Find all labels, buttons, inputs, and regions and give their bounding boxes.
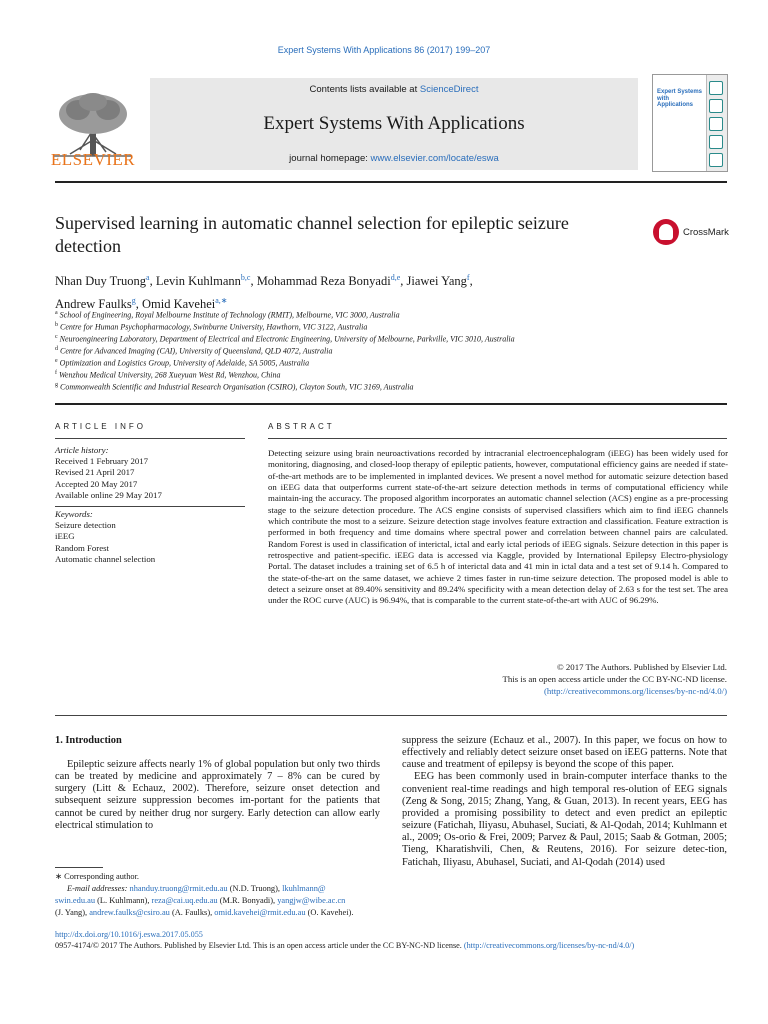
- author-affil-mark[interactable]: a,∗: [215, 296, 228, 306]
- cover-icon: [709, 99, 723, 113]
- cover-icon: [709, 117, 723, 131]
- cover-icon: [709, 81, 723, 95]
- cover-title: Expert Systems with Applications: [657, 89, 703, 108]
- doi-link[interactable]: http://dx.doi.org/10.1016/j.eswa.2017.05.055: [55, 930, 203, 939]
- author-affil-mark[interactable]: b,c: [240, 273, 251, 282]
- history-label: Article history:: [55, 445, 109, 455]
- keyword: Random Forest: [55, 542, 110, 553]
- email-link[interactable]: lkuhlmann@: [282, 884, 326, 893]
- info-divider: [55, 438, 245, 439]
- history-item: Available online 29 May 2017: [55, 489, 162, 500]
- contents-prefix: Contents lists available at: [309, 84, 420, 95]
- section-heading: 1. Introduction: [55, 735, 122, 746]
- author-name[interactable]: Omid Kavehei: [141, 297, 216, 312]
- author-affil-mark[interactable]: g: [131, 296, 136, 306]
- affiliation: $^g$ Commonwealth Scientific and Industrial Research Organisation (CSIRO), Clayton South, VIC 3169, Australia: [55, 382, 414, 392]
- header-rule: [55, 181, 727, 183]
- keyword: iEEG: [55, 531, 75, 542]
- keyword: Seizure detection: [55, 520, 116, 531]
- info-divider: [55, 506, 245, 507]
- crossmark-label[interactable]: CrossMark: [683, 227, 729, 238]
- footer-license-link[interactable]: (http://creativecommons.org/licenses/by-nc-nd/4.0/): [463, 941, 635, 950]
- article-history: [55, 445, 255, 501]
- affiliation: $^d$ Centre for Advanced Imaging (CAI), University of Queensland, QLD 4072, Australia: [55, 346, 333, 356]
- intro-left-column: Epileptic seizure affects nearly 1% of global population but only two thirds can be treated by medicine and approximately 7 – 8% can be cured by surgery (Litt & Echauz, 2002). Therefore, seizure onset detection and subsequent seizure suppression becomes im-portant for the patients that cannot be cured by neither drug nor surgery. Early detection can allow early electrical stimulation to: [55, 759, 381, 831]
- author-name[interactable]: Mohammad Reza Bonyadi: [256, 274, 391, 289]
- history-item: Received 1 February 2017: [55, 456, 149, 467]
- email-line: E-mail addresses: nhanduy.truong@rmit.edu.au (N.D. Truong), lkuhlmann@: [67, 884, 326, 893]
- keyword: Automatic channel selection: [55, 553, 156, 564]
- cover-icon: [709, 153, 723, 167]
- email-link[interactable]: yangjw@wibe.ac.cn: [277, 896, 346, 905]
- keywords-label: Keywords:: [55, 509, 93, 519]
- email-link[interactable]: nhanduy.truong@rmit.edu.au: [129, 884, 228, 893]
- email-link[interactable]: andrew.faulks@csiro.au: [89, 908, 170, 917]
- journal-reference[interactable]: Expert Systems With Applications 86 (2017) 199–207: [277, 45, 491, 55]
- email-link[interactable]: swin.edu.au: [55, 896, 96, 905]
- article-title: Supervised learning in automatic channel selection for epileptic seizure detection: [55, 213, 569, 256]
- journal-cover-thumbnail[interactable]: [652, 74, 728, 172]
- author-name[interactable]: Jiawei Yang: [406, 274, 467, 289]
- affiliation: $^a$ School of Engineering, Royal Melbourne Institute of Technology (RMIT), Melbourne, VIC 3000, Australia: [55, 310, 400, 320]
- abstract-heading: ABSTRACT: [268, 422, 335, 431]
- license-footer: 0957-4174/© 2017 The Authors. Published by Elsevier Ltd. This is an open access article under the CC BY-NC-ND license. (http://creativecommons.org/licenses/by-nc-nd/4.0/): [55, 941, 635, 950]
- open-access-line: This is an open access article under the CC BY-NC-ND license.: [502, 674, 727, 684]
- sciencedirect-link[interactable]: ScienceDirect: [419, 84, 479, 95]
- author-name[interactable]: Levin Kuhlmann: [155, 274, 241, 289]
- contents-line: [150, 84, 638, 95]
- affiliation: $^b$ Centre for Human Psychopharmacology, Swinburne University, Hawthorn, VIC 3122, Australia: [55, 322, 368, 332]
- affiliation: $^c$ Neuroengineering Laboratory, Department of Electrical and Electronic Engineering, University of Melbourne, Parkville, VIC 3010, Australia: [55, 334, 515, 344]
- email-link[interactable]: reza@cai.uq.edu.au: [151, 896, 218, 905]
- keywords: [55, 509, 255, 565]
- elsevier-wordmark: ELSEVIER: [50, 150, 136, 169]
- homepage-prefix: journal homepage:: [289, 153, 371, 164]
- email-link[interactable]: omid.kavehei@rmit.edu.au: [214, 908, 306, 917]
- body-divider: [55, 715, 727, 716]
- author-list: Nhan Duy Truong$^a$, Levin Kuhlmann$^{b,c}$, Mohammad Reza Bonyadi$^{d,e}$, Jiawei Yang$^f$, Andrew Faulks$^g$, Omid Kavehei$^{a,∗}$: [55, 273, 473, 312]
- footnote-rule: [55, 867, 103, 868]
- homepage-line: [150, 153, 638, 164]
- homepage-link[interactable]: www.elsevier.com/locate/eswa: [370, 153, 499, 164]
- cover-icon: [709, 135, 723, 149]
- journal-title: Expert Systems With Applications: [263, 113, 525, 134]
- article-info-heading: ARTICLE INFO: [55, 422, 146, 431]
- license-link[interactable]: (http://creativecommons.org/licenses/by-nc-nd/4.0/): [543, 686, 727, 696]
- email-line: (J. Yang), andrew.faulks@csiro.au (A. Faulks), omid.kavehei@rmit.edu.au (O. Kavehei).: [55, 908, 354, 917]
- history-item: Accepted 20 May 2017: [55, 478, 138, 489]
- copyright-line: © 2017 The Authors. Published by Elsevier Ltd.: [557, 662, 727, 672]
- author-affil-mark[interactable]: a: [146, 273, 150, 282]
- affiliation: $^f$ Wenzhou Medical University, 268 Xueyuan West Rd, Wenzhou, China: [55, 370, 281, 380]
- email-line: swin.edu.au (L. Kuhlmann), reza@cai.uq.edu.au (M.R. Bonyadi), yangjw@wibe.ac.cn: [55, 896, 346, 905]
- author-name[interactable]: Andrew Faulks: [55, 297, 132, 312]
- abstract-divider: [268, 438, 727, 439]
- crossmark-icon[interactable]: [653, 219, 679, 245]
- corresponding-author: ∗ Corresponding author.: [55, 872, 140, 881]
- author-affil-mark[interactable]: d,e: [390, 273, 401, 282]
- affiliation: $^e$ Optimization and Logistics Group, University of Adelaide, SA 5005, Australia: [55, 358, 310, 368]
- section-rule: [55, 403, 727, 405]
- intro-right-column: suppress the seizure (Echauz et al., 2007). In this paper, we focus on how to effectively and reliably detect seizure onset based on iEEG patterns. Note that cause and treatment of epilepsy is beyond the scope of this paper. EEG has been commonly used in brain-computer interface thanks to the convenient real-time readings and high temporal res-olution of EEG signals (Zeng & Song, 2015; Zhang, Yang, & Guan, 2013). In recent years, EEG has provided a promising possibility to detect and even predict an epileptic seizure (Fatichah, Iliyasu, Abuhasel, Suciati, & Al-Qodah, 2014; Kuhlmann et al., 2009; Os-orio & Frei, 2009; Parvez & Paul, 2015; Saab & Gotman, 2005; Tieng, Kharatishvili, Chen, & Reutens, 2016). For seizure detec-tion, Fatichah, Iliyasu, Abuhasel, Suciati, and Al-Qodah (2014) used: [402, 735, 728, 868]
- history-item: Revised 21 April 2017: [55, 467, 135, 478]
- abstract-text: Detecting seizure using brain neuroactivations recorded by intracranial electroencephalogram (iEEG) has been widely used for monitoring, diagnosing, and closed-loop therapy of epileptic patients, however, computational efficiency gains are needed if state-of-the-art methods are to be implemented in implanted devices. We present a novel method for automatic seizure detection based on iEEG data that outperforms current state-of-the-art seizure detection methods in terms of computational efficiency while maintain-ing the accuracy. The proposed algorithm incorporates an automatic channel selection (ACS) engine as a pre-processing stage to the seizure detection procedure. The ACS engine consists of supervised classifiers which aim to find iEEG channels which contribute the most to a seizure. Seizure detection stage involves feature extraction and classification. Feature extraction is performed in both frequency and time domains where spectral power and correlation between channel pairs are calculated. Random Forest is used in classification of interictal, ictal and early ictal periods of iEEG signals. Seizure detection in this paper is retrospective and patient-specific. iEEG data is accessed via Kaggle, provided by International Epilepsy Electro-physiology Portal. The dataset includes a training set of 6.5 h of interictal data and 41 min in ictal data and a test set of 9.14 h. Compared to the state-of-the-art on the same dataset, we achieve 2 times faster in run-time seizure detection. The proposed model is able to detect a seizure onset at 89.40% sensitivity and 89.24% specificity with a mean detection delay of 2.63 s for the test set. The area under the ROC curve (AUC) is 96.94%, that is comparable to the current state-of-the-art with AUC of 96.29%.: [268, 448, 729, 606]
- author-name[interactable]: Nhan Duy Truong: [55, 274, 146, 289]
- author-affil-mark[interactable]: f: [466, 273, 470, 282]
